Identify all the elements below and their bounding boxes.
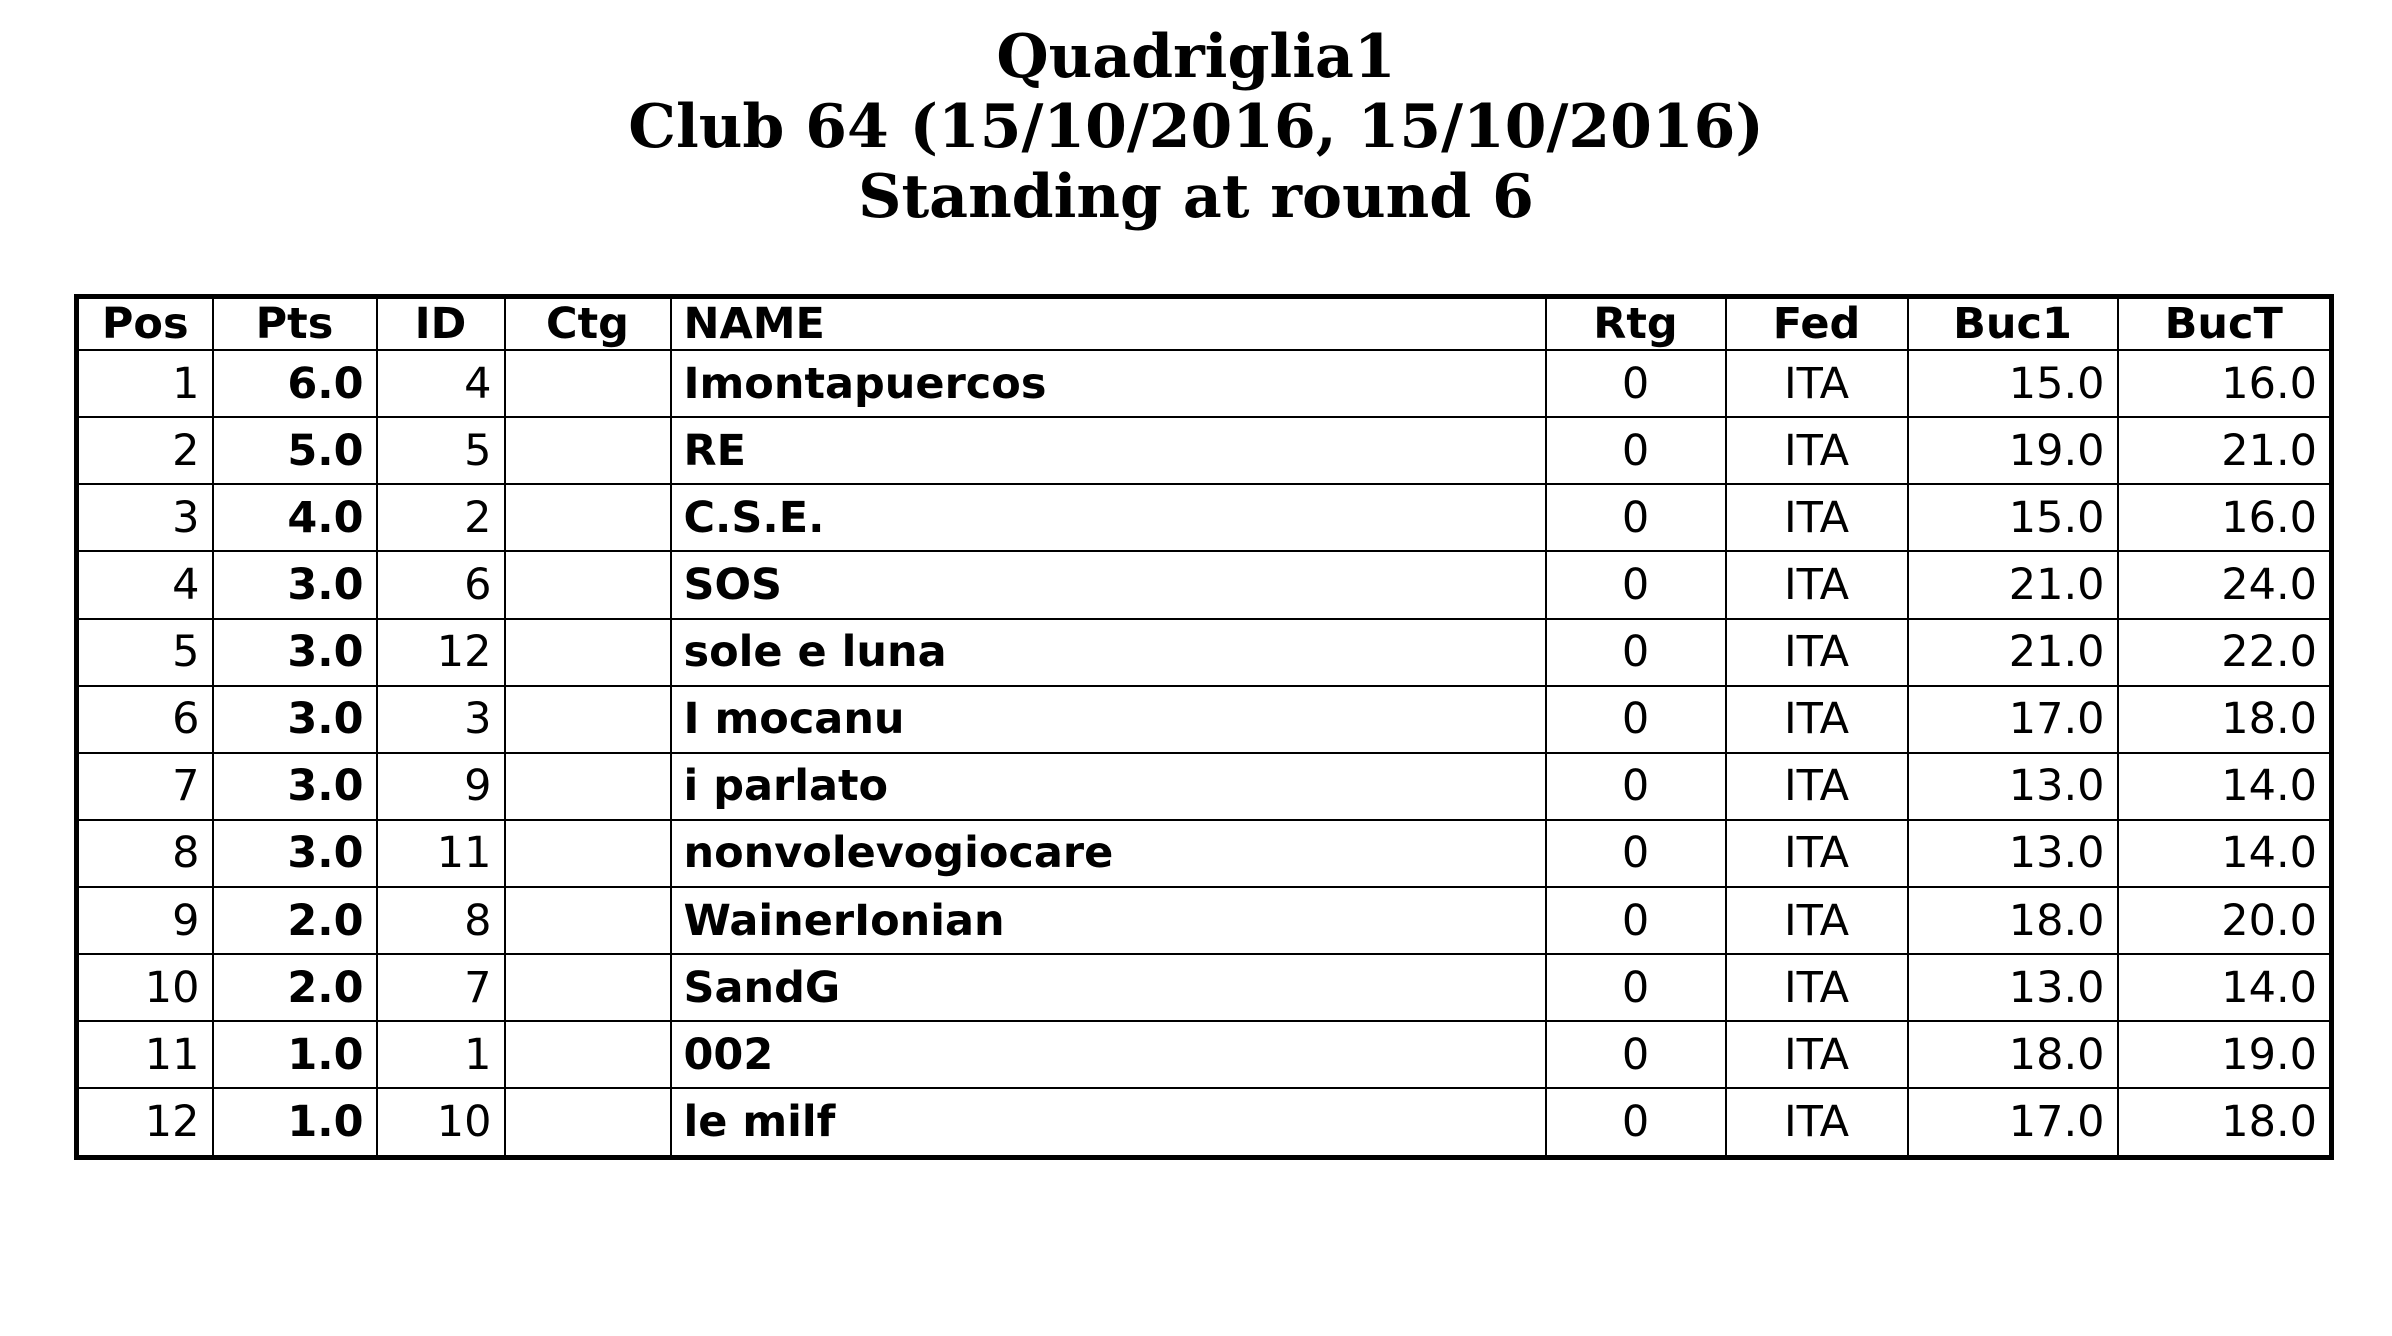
fed-cell: ITA [1726, 417, 1908, 484]
fed-cell: ITA [1726, 686, 1908, 753]
buct-cell: 21.0 [2118, 417, 2332, 484]
fed-cell: ITA [1726, 484, 1908, 551]
ctg-cell [505, 417, 671, 484]
table-row [77, 417, 2332, 484]
ctg-cell [505, 686, 671, 753]
pts-cell: 5.0 [213, 417, 377, 484]
column-header-rtg: Rtg [1546, 297, 1726, 351]
pos-cell: 4 [77, 551, 213, 618]
standings-body [77, 350, 2332, 1158]
name-cell: sole e luna [671, 619, 1546, 686]
buc1-cell: 17.0 [1908, 1088, 2118, 1157]
rtg-cell: 0 [1546, 887, 1726, 954]
pos-cell: 5 [77, 619, 213, 686]
ctg-cell [505, 350, 671, 417]
buct-cell: 18.0 [2118, 1088, 2332, 1157]
pos-cell: 2 [77, 417, 213, 484]
id-cell: 6 [377, 551, 505, 618]
column-header-ctg: Ctg [505, 297, 671, 351]
ctg-cell [505, 753, 671, 820]
buct-cell: 14.0 [2118, 820, 2332, 887]
fed-cell: ITA [1726, 887, 1908, 954]
ctg-cell [505, 484, 671, 551]
ctg-cell [505, 820, 671, 887]
rtg-cell: 0 [1546, 350, 1726, 417]
rtg-cell: 0 [1546, 753, 1726, 820]
pts-cell: 4.0 [213, 484, 377, 551]
buc1-cell: 15.0 [1908, 350, 2118, 417]
buc1-cell: 13.0 [1908, 753, 2118, 820]
table-row [77, 820, 2332, 887]
buc1-cell: 21.0 [1908, 619, 2118, 686]
id-cell: 5 [377, 417, 505, 484]
buc1-cell: 18.0 [1908, 1021, 2118, 1088]
id-cell: 8 [377, 887, 505, 954]
tournament-title: Quadriglia1 [996, 22, 1396, 92]
ctg-cell [505, 954, 671, 1021]
title-block [0, 22, 2392, 232]
ctg-cell [505, 1021, 671, 1088]
name-cell: Imontapuercos [671, 350, 1546, 417]
fed-cell: ITA [1726, 753, 1908, 820]
column-header-pts: Pts [213, 297, 377, 351]
pos-cell: 7 [77, 753, 213, 820]
buct-cell: 19.0 [2118, 1021, 2332, 1088]
buc1-cell: 17.0 [1908, 686, 2118, 753]
table-row [77, 686, 2332, 753]
name-cell: WainerIonian [671, 887, 1546, 954]
id-cell: 1 [377, 1021, 505, 1088]
fed-cell: ITA [1726, 1088, 1908, 1157]
buct-cell: 24.0 [2118, 551, 2332, 618]
name-cell: le milf [671, 1088, 1546, 1157]
pts-cell: 3.0 [213, 551, 377, 618]
buct-cell: 14.0 [2118, 954, 2332, 1021]
name-cell: SandG [671, 954, 1546, 1021]
id-cell: 10 [377, 1088, 505, 1157]
column-header-id: ID [377, 297, 505, 351]
table-row [77, 887, 2332, 954]
round-heading: Standing at round 6 [858, 162, 1534, 232]
pts-cell: 1.0 [213, 1088, 377, 1157]
ctg-cell [505, 551, 671, 618]
pts-cell: 2.0 [213, 887, 377, 954]
rtg-cell: 0 [1546, 820, 1726, 887]
id-cell: 12 [377, 619, 505, 686]
table-row [77, 753, 2332, 820]
column-header-name: NAME [671, 297, 1546, 351]
rtg-cell: 0 [1546, 619, 1726, 686]
name-cell: I mocanu [671, 686, 1546, 753]
ctg-cell [505, 1088, 671, 1157]
fed-cell: ITA [1726, 551, 1908, 618]
rtg-cell: 0 [1546, 686, 1726, 753]
column-header-buct: BucT [2118, 297, 2332, 351]
name-cell: 002 [671, 1021, 1546, 1088]
pos-cell: 12 [77, 1088, 213, 1157]
table-row [77, 350, 2332, 417]
name-cell: i parlato [671, 753, 1546, 820]
rtg-cell: 0 [1546, 484, 1726, 551]
id-cell: 2 [377, 484, 505, 551]
standings-table [74, 294, 2334, 1160]
pos-cell: 1 [77, 350, 213, 417]
column-header-fed: Fed [1726, 297, 1908, 351]
buc1-cell: 15.0 [1908, 484, 2118, 551]
buct-cell: 16.0 [2118, 484, 2332, 551]
column-header-pos: Pos [77, 297, 213, 351]
ctg-cell [505, 887, 671, 954]
buct-cell: 14.0 [2118, 753, 2332, 820]
pts-cell: 2.0 [213, 954, 377, 1021]
name-cell: C.S.E. [671, 484, 1546, 551]
table-row [77, 954, 2332, 1021]
fed-cell: ITA [1726, 954, 1908, 1021]
buc1-cell: 18.0 [1908, 887, 2118, 954]
pts-cell: 1.0 [213, 1021, 377, 1088]
pos-cell: 11 [77, 1021, 213, 1088]
id-cell: 9 [377, 753, 505, 820]
id-cell: 7 [377, 954, 505, 1021]
id-cell: 4 [377, 350, 505, 417]
name-cell: nonvolevogiocare [671, 820, 1546, 887]
buct-cell: 20.0 [2118, 887, 2332, 954]
buc1-cell: 21.0 [1908, 551, 2118, 618]
ctg-cell [505, 619, 671, 686]
pos-cell: 10 [77, 954, 213, 1021]
buct-cell: 22.0 [2118, 619, 2332, 686]
fed-cell: ITA [1726, 619, 1908, 686]
rtg-cell: 0 [1546, 417, 1726, 484]
fed-cell: ITA [1726, 820, 1908, 887]
table-row [77, 619, 2332, 686]
table-header-row [77, 297, 2332, 351]
buct-cell: 16.0 [2118, 350, 2332, 417]
buct-cell: 18.0 [2118, 686, 2332, 753]
pos-cell: 9 [77, 887, 213, 954]
pts-cell: 3.0 [213, 619, 377, 686]
rtg-cell: 0 [1546, 1088, 1726, 1157]
pts-cell: 3.0 [213, 686, 377, 753]
table-row [77, 551, 2332, 618]
pos-cell: 3 [77, 484, 213, 551]
name-cell: RE [671, 417, 1546, 484]
table-row [77, 1021, 2332, 1088]
buc1-cell: 19.0 [1908, 417, 2118, 484]
pos-cell: 6 [77, 686, 213, 753]
rtg-cell: 0 [1546, 1021, 1726, 1088]
name-cell: SOS [671, 551, 1546, 618]
pts-cell: 3.0 [213, 820, 377, 887]
rtg-cell: 0 [1546, 954, 1726, 1021]
table-row [77, 1088, 2332, 1157]
tournament-subtitle: Club 64 (15/10/2016, 15/10/2016) [628, 92, 1764, 162]
buc1-cell: 13.0 [1908, 954, 2118, 1021]
rtg-cell: 0 [1546, 551, 1726, 618]
column-header-buc1: Buc1 [1908, 297, 2118, 351]
fed-cell: ITA [1726, 1021, 1908, 1088]
table-row [77, 484, 2332, 551]
id-cell: 3 [377, 686, 505, 753]
fed-cell: ITA [1726, 350, 1908, 417]
pts-cell: 6.0 [213, 350, 377, 417]
id-cell: 11 [377, 820, 505, 887]
buc1-cell: 13.0 [1908, 820, 2118, 887]
pts-cell: 3.0 [213, 753, 377, 820]
pos-cell: 8 [77, 820, 213, 887]
